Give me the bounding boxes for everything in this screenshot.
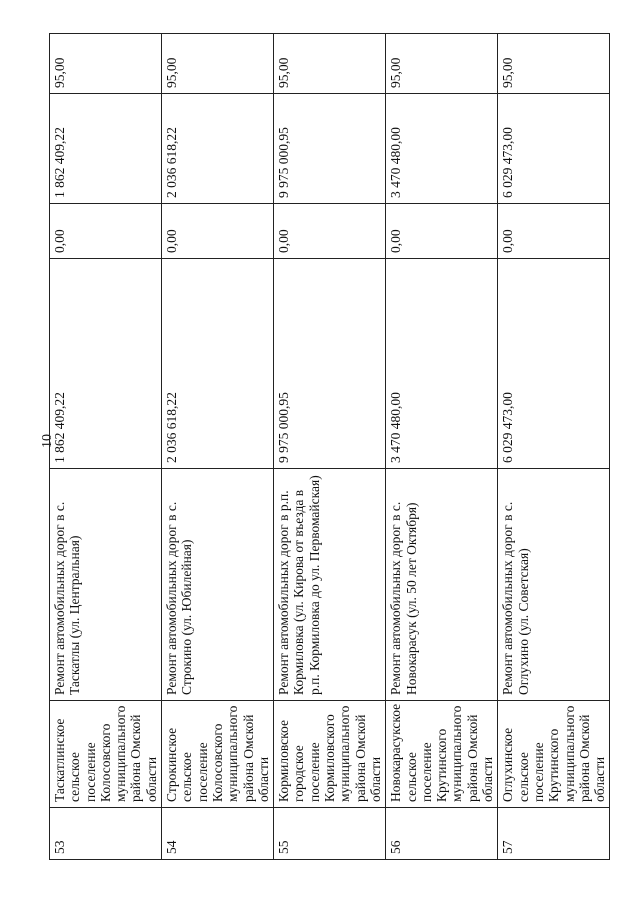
table-row bbox=[274, 34, 386, 860]
percent-cell: 95,00 bbox=[498, 34, 610, 94]
settlement-cell: Оглухинское сельское поселение Крутинского муниципального района Омской области bbox=[498, 701, 610, 808]
percent-cell: 95,00 bbox=[386, 34, 498, 94]
row-number: 53 bbox=[50, 808, 162, 860]
settlement-cell: Таскатлинское сельское поселение Колосовского муниципального района Омской области bbox=[50, 701, 162, 808]
other-cell: 0,00 bbox=[498, 204, 610, 259]
object-cell: Ремонт автомобильных дорог в с. Оглухино (ул. Советская) bbox=[498, 469, 610, 701]
page-number: 10 bbox=[40, 434, 55, 448]
other-cell: 0,00 bbox=[386, 204, 498, 259]
table-row bbox=[386, 34, 498, 860]
subsidy-cell: 1 862 409,22 bbox=[50, 94, 162, 204]
total-cell: 6 029 473,00 bbox=[498, 259, 610, 469]
object-cell: Ремонт автомобильных дорог в р.п. Кормиловка (ул. Кирова от въезда в р.п. Кормиловка до ул. Первомайская) bbox=[274, 469, 386, 701]
row-number: 57 bbox=[498, 808, 610, 860]
object-cell: Ремонт автомобильных дорог в с. Таскатлы (ул. Центральная) bbox=[50, 469, 162, 701]
other-cell: 0,00 bbox=[162, 204, 274, 259]
percent-cell: 95,00 bbox=[162, 34, 274, 94]
other-cell: 0,00 bbox=[274, 204, 386, 259]
other-cell: 0,00 bbox=[50, 204, 162, 259]
table-row bbox=[50, 34, 162, 860]
table-row bbox=[498, 34, 610, 860]
table-container bbox=[49, 34, 608, 860]
settlement-cell: Новокарасукское сельское поселение Крутинского муниципального района Омской области bbox=[386, 701, 498, 808]
subsidy-table bbox=[49, 33, 610, 860]
object-cell: Ремонт автомобильных дорог в с. Новокарасук (ул. 50 лет Октября) bbox=[386, 469, 498, 701]
subsidy-cell: 3 470 480,00 bbox=[386, 94, 498, 204]
row-number: 54 bbox=[162, 808, 274, 860]
percent-cell: 95,00 bbox=[274, 34, 386, 94]
table-row bbox=[162, 34, 274, 860]
subsidy-cell: 9 975 000,95 bbox=[274, 94, 386, 204]
percent-cell: 95,00 bbox=[50, 34, 162, 94]
total-cell: 1 862 409,22 bbox=[50, 259, 162, 469]
subsidy-cell: 2 036 618,22 bbox=[162, 94, 274, 204]
settlement-cell: Кормиловское городское поселение Кормиловского муниципального района Омской области bbox=[274, 701, 386, 808]
total-cell: 2 036 618,22 bbox=[162, 259, 274, 469]
subsidy-cell: 6 029 473,00 bbox=[498, 94, 610, 204]
row-number: 55 bbox=[274, 808, 386, 860]
total-cell: 9 975 000,95 bbox=[274, 259, 386, 469]
object-cell: Ремонт автомобильных дорог в с. Строкино (ул. Юбилейная) bbox=[162, 469, 274, 701]
row-number: 56 bbox=[386, 808, 498, 860]
settlement-cell: Строкинское сельское поселение Колосовского муниципального района Омской области bbox=[162, 701, 274, 808]
total-cell: 3 470 480,00 bbox=[386, 259, 498, 469]
